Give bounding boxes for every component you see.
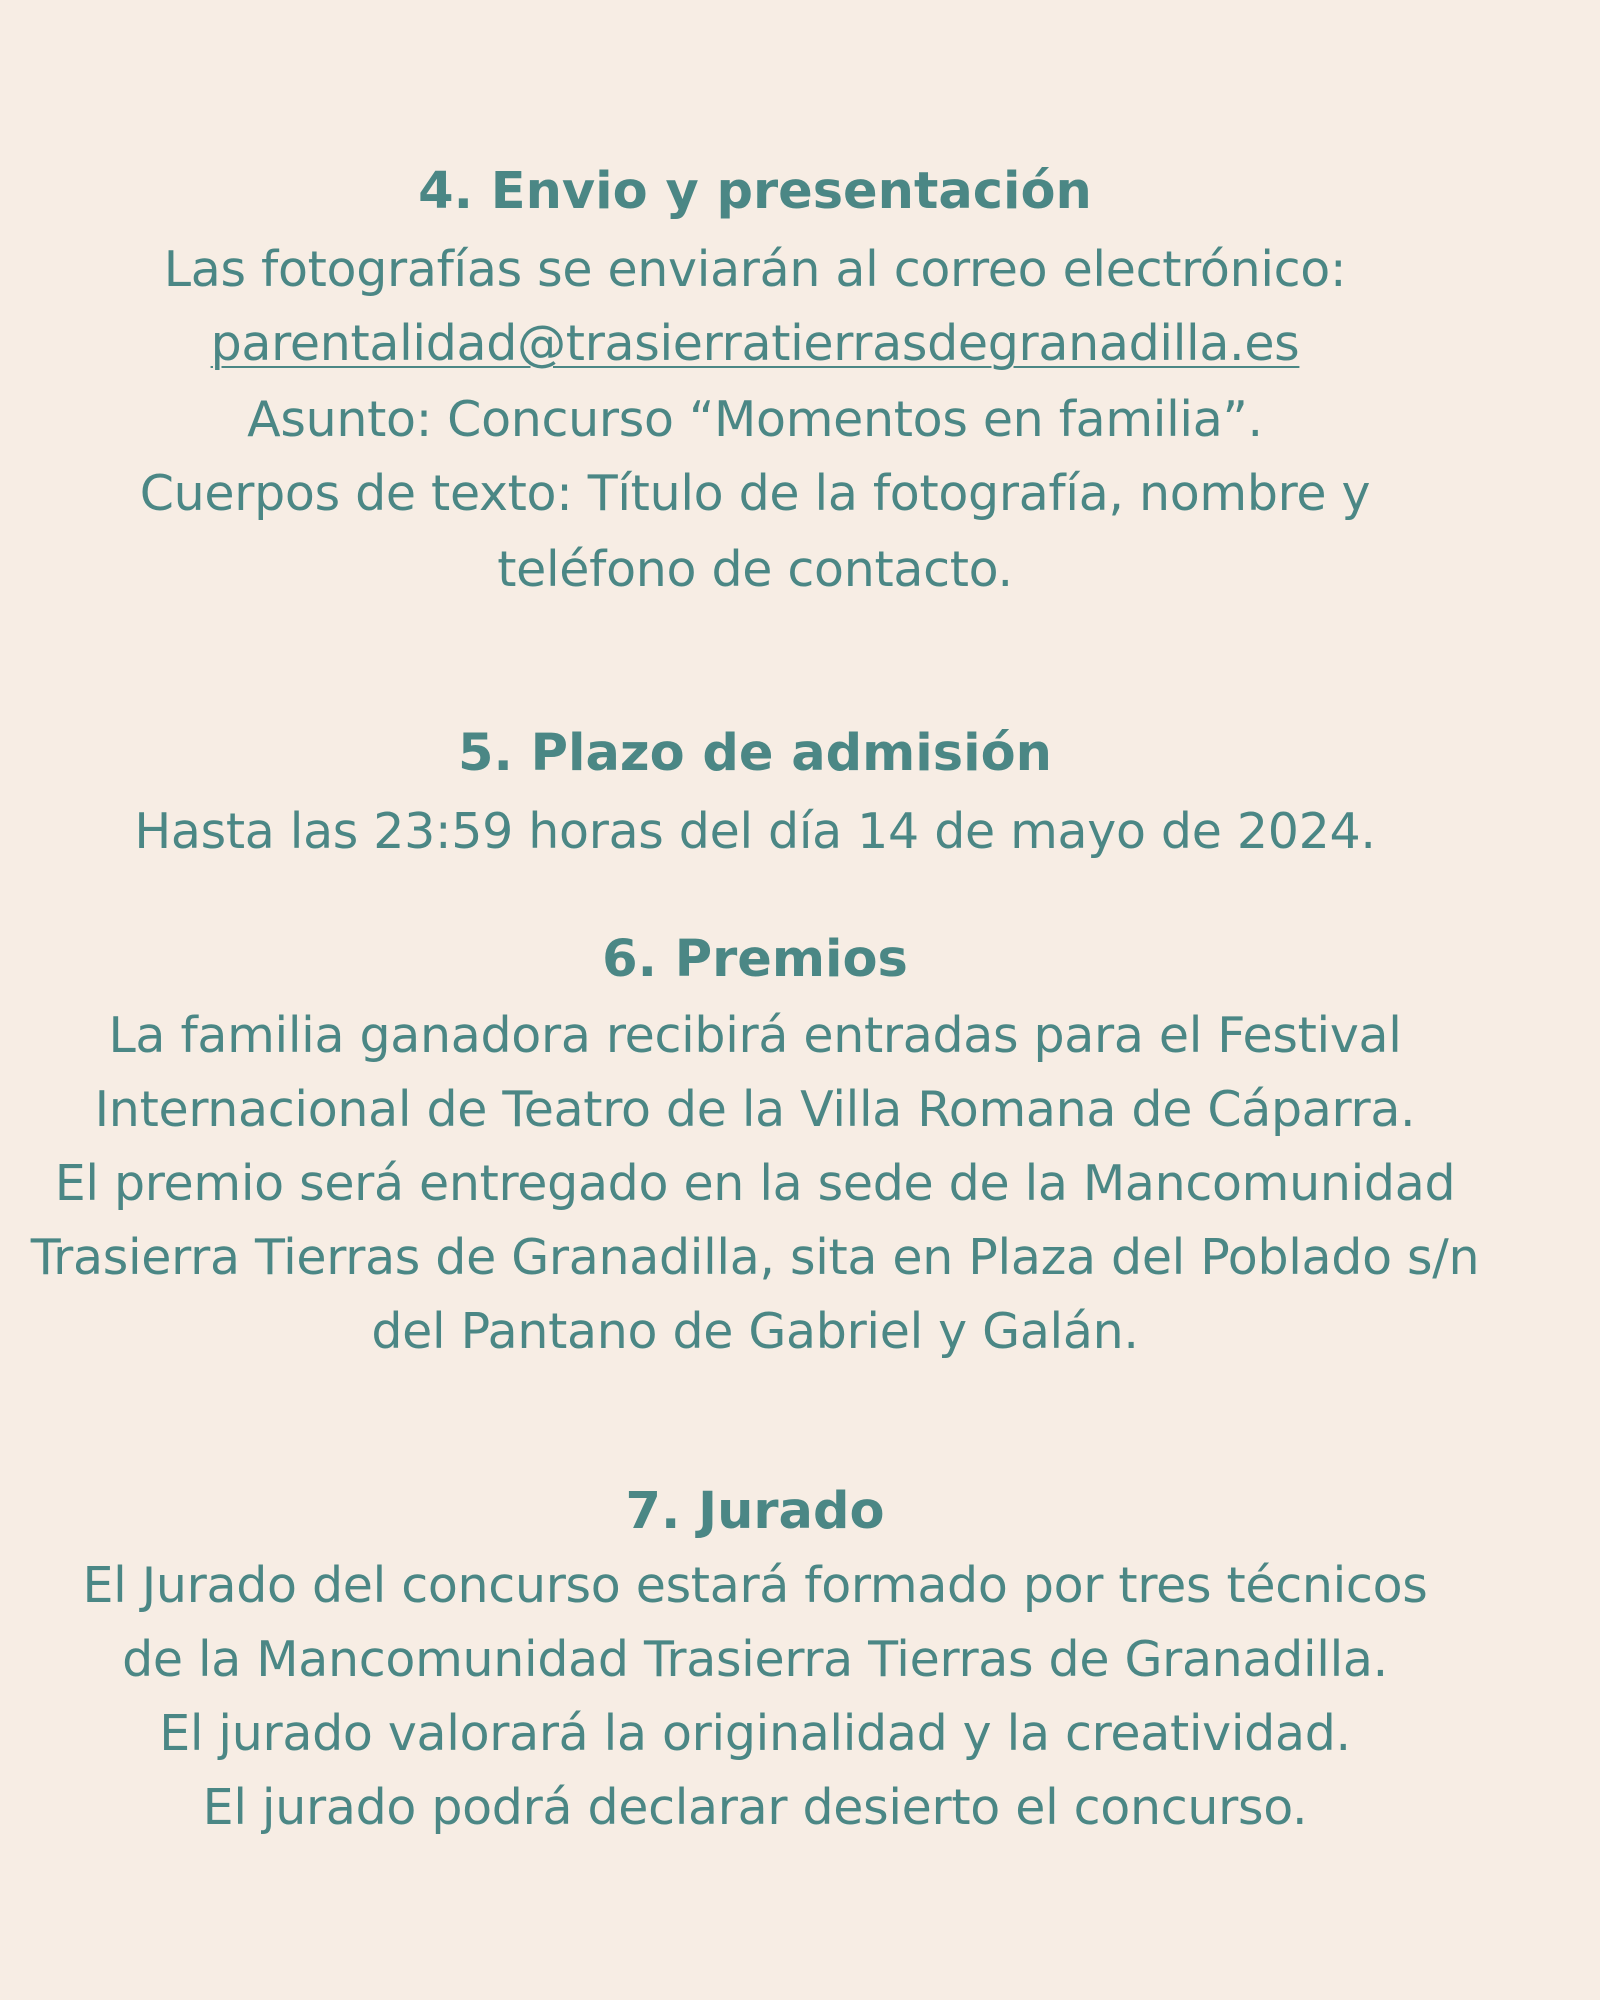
- section-4-heading: 4. Envio y presentación: [418, 162, 1092, 221]
- section-7-heading: 7. Jurado: [625, 1482, 885, 1541]
- email-link[interactable]: parentalidad@trasierratierrasdegranadilla.es: [210, 315, 1300, 372]
- section-6-heading: 6. Premios: [602, 930, 908, 989]
- section-6-text-3: El premio será entregado en la sede de la Mancomunidad: [54, 1155, 1456, 1212]
- section-4-text-5: teléfono de contacto.: [497, 541, 1013, 598]
- section-7-text-3: El jurado valorará la originalidad y la creatividad.: [159, 1705, 1351, 1762]
- section-6-text-1: La familia ganadora recibirá entradas para el Festival: [108, 1007, 1402, 1064]
- section-5-heading: 5. Plazo de admisión: [458, 724, 1052, 783]
- section-4-email-line: [0, 314, 1510, 374]
- section-7-text-4: El jurado podrá declarar desierto el concurso.: [202, 1779, 1308, 1836]
- section-4-text-3: Asunto: Concurso “Momentos en familia”.: [247, 391, 1263, 448]
- section-6-text-2: Internacional de Teatro de la Villa Romana de Cáparra.: [94, 1081, 1416, 1138]
- section-7-text-1: El Jurado del concurso estará formado por tres técnicos: [82, 1557, 1428, 1614]
- section-6-text-4: Trasierra Tierras de Granadilla, sita en Plaza del Poblado s/n: [30, 1229, 1480, 1286]
- section-6-text-5: del Pantano de Gabriel y Galán.: [371, 1303, 1139, 1360]
- section-4-text-4: Cuerpos de texto: Título de la fotografía, nombre y: [139, 465, 1371, 522]
- section-7-text-2: de la Mancomunidad Trasierra Tierras de Granadilla.: [122, 1631, 1388, 1688]
- section-4-text-1: Las fotografías se enviarán al correo electrónico:: [163, 241, 1347, 298]
- section-5-text-1: Hasta las 23:59 horas del día 14 de mayo de 2024.: [134, 803, 1376, 860]
